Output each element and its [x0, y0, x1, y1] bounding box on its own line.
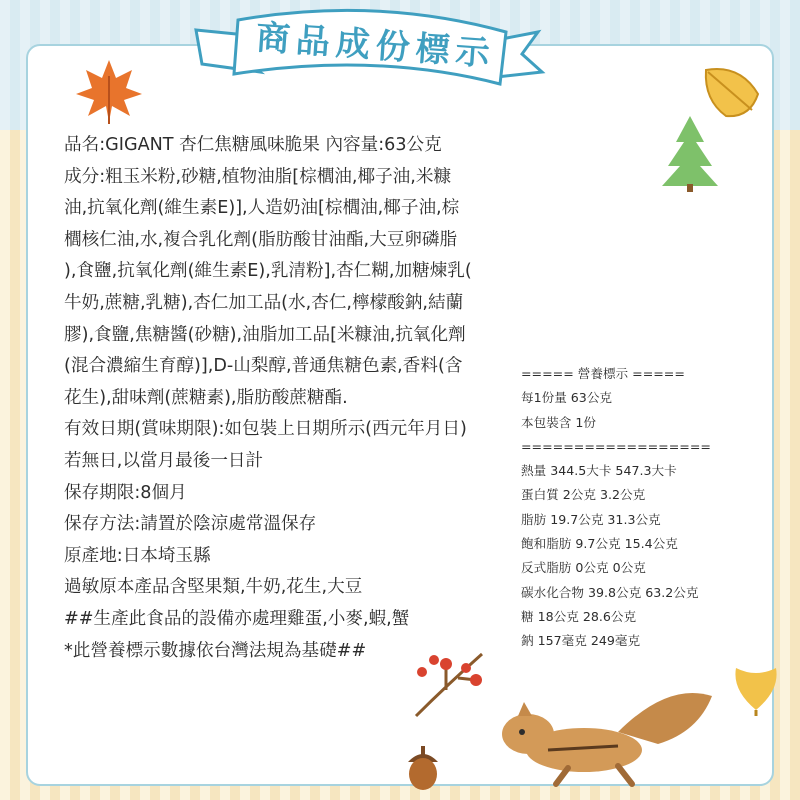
product-info-text	[64, 130, 504, 667]
nutrition-line: 糖 18公克 28.6公克	[521, 608, 637, 624]
pine-tree-icon	[658, 112, 722, 192]
info-line: 原產地:日本埼玉縣	[64, 545, 211, 566]
nutrition-line: 飽和脂肪 9.7公克 15.4公克	[521, 536, 678, 552]
info-line: 若無日,以當月最後一日計	[64, 450, 264, 471]
nutrition-line: 本包裝含 1份	[521, 414, 596, 430]
info-line: 牛奶,蔗糖,乳糖),杏仁加工品(水,杏仁,檸檬酸鈉,結蘭	[64, 292, 464, 313]
nutrition-label	[521, 362, 761, 654]
info-line: 油,抗氧化劑(維生素E)],人造奶油[棕櫚油,椰子油,棕	[64, 198, 460, 219]
ginkgo-leaf-icon	[728, 660, 784, 716]
nutrition-line: 鈉 157毫克 249毫克	[521, 633, 641, 649]
nutrition-line: 脂肪 19.7公克 31.3公克	[521, 511, 661, 527]
nutrition-line: 反式脂肪 0公克 0公克	[521, 560, 646, 576]
info-line: ),食鹽,抗氧化劑(維生素E),乳清粉],杏仁糊,加糖煉乳(	[64, 261, 472, 282]
banner-title: 商品成份標示	[254, 17, 497, 75]
info-line: (混合濃縮生育醇)],D-山梨醇,普通焦糖色素,香料(含	[64, 356, 463, 377]
squirrel-icon	[498, 672, 718, 790]
info-line: *此營養標示數據依台灣法規為基礎##	[64, 640, 367, 661]
nutrition-line: 碳水化合物 39.8公克 63.2公克	[521, 584, 699, 600]
info-line: 櫚核仁油,水,複合乳化劑(脂肪酸甘油酯,大豆卵磷脂	[64, 229, 458, 250]
info-line: 保存期限:8個月	[64, 482, 187, 503]
nutrition-line: ===== 營養標示 =====	[521, 366, 685, 381]
info-line: 保存方法:請置於陰涼處常溫保存	[64, 514, 317, 535]
nutrition-line: ==================	[521, 438, 711, 454]
info-line: 成分:粗玉米粉,砂糖,植物油脂[棕櫚油,椰子油,米糠	[64, 166, 452, 187]
maple-leaf-icon	[74, 56, 144, 126]
info-line: 品名:GIGANT 杏仁焦糖風味脆果 內容量:63公克	[64, 135, 442, 155]
info-line: 有效日期(賞味期限):如包裝上日期所示(西元年月日)	[64, 419, 467, 440]
nutrition-line: 蛋白質 2公克 3.2公克	[521, 487, 646, 503]
acorn-icon	[400, 742, 446, 794]
nutrition-line: 熱量 344.5大卡 547.3大卡	[521, 463, 677, 479]
nutrition-line: 每1份量 63公克	[521, 390, 613, 406]
info-line: 膠),食鹽,焦糖醬(砂糖),油脂加工品[米糠油,抗氧化劑	[64, 324, 466, 345]
info-line: 過敏原本產品含堅果類,牛奶,花生,大豆	[64, 577, 363, 598]
info-line: ##生產此食品的設備亦處理雞蛋,小麥,蝦,蟹	[64, 608, 410, 629]
info-line: 花生),甜味劑(蔗糖素),脂肪酸蔗糖酯.	[64, 387, 348, 408]
